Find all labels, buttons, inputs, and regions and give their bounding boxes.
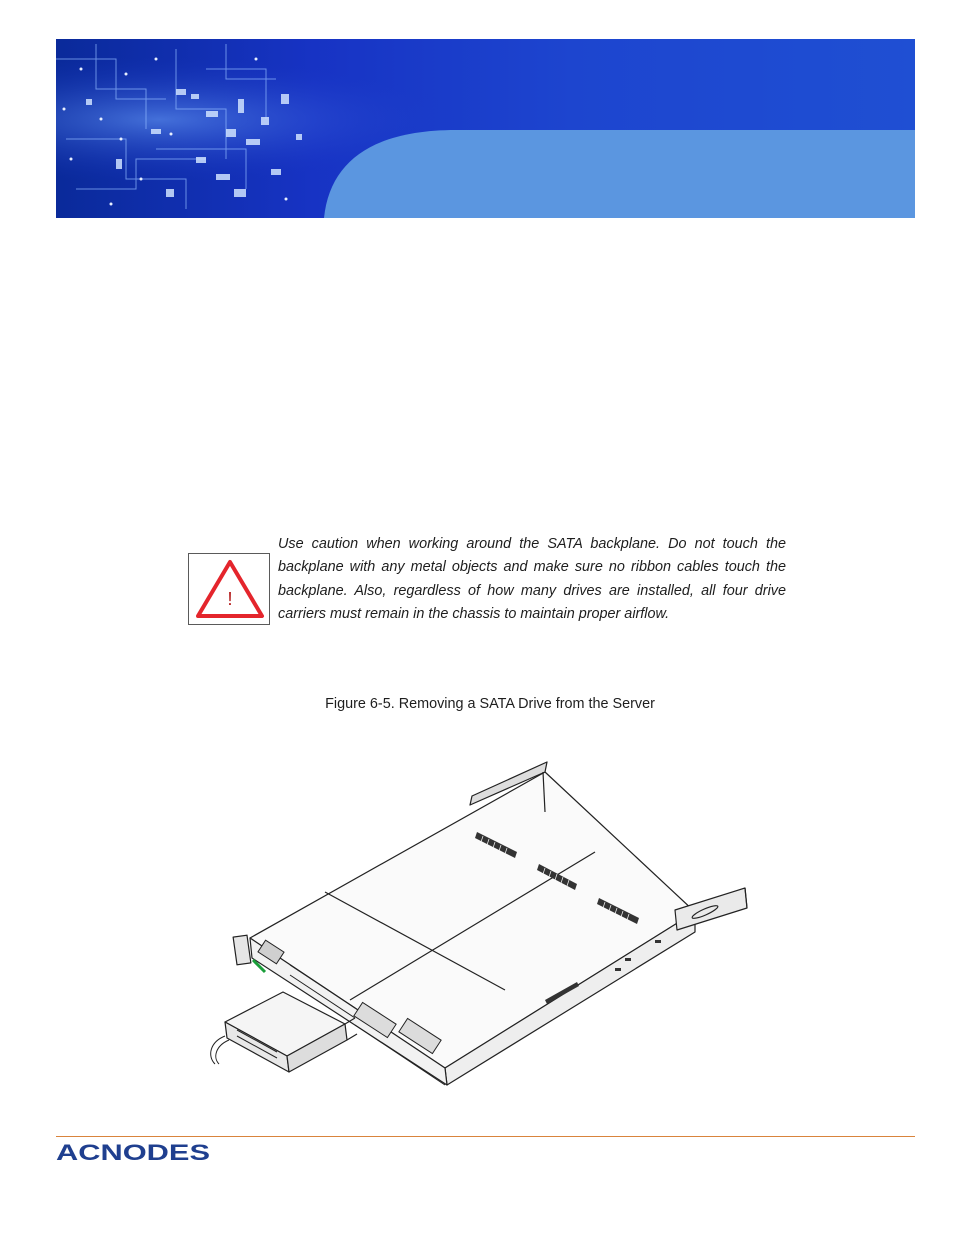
circuit-board-graphic [56,39,915,218]
warning-exclamation: ! [227,589,233,609]
server-illustration [205,760,765,1095]
acnodes-logo-text: ACNODES [56,1140,210,1165]
caution-icon-box [188,553,270,625]
server-chassis-drawing [205,760,765,1095]
warning-triangle-icon [189,554,271,626]
figure-caption: Figure 6-5. Removing a SATA Drive from the Server [325,696,655,712]
footer-rule [56,1136,915,1137]
header-banner [56,39,915,218]
acnodes-logo [56,1138,214,1166]
caution-note-text: Use caution when working around the SATA backplane. Do not touch the backplane with any metal objects and make sure no ribbon cables touch the backplane. Also, regardless of how many drives are installed, all four drive carriers must remain in the chassis to maintain proper airflow. [278,536,786,623]
